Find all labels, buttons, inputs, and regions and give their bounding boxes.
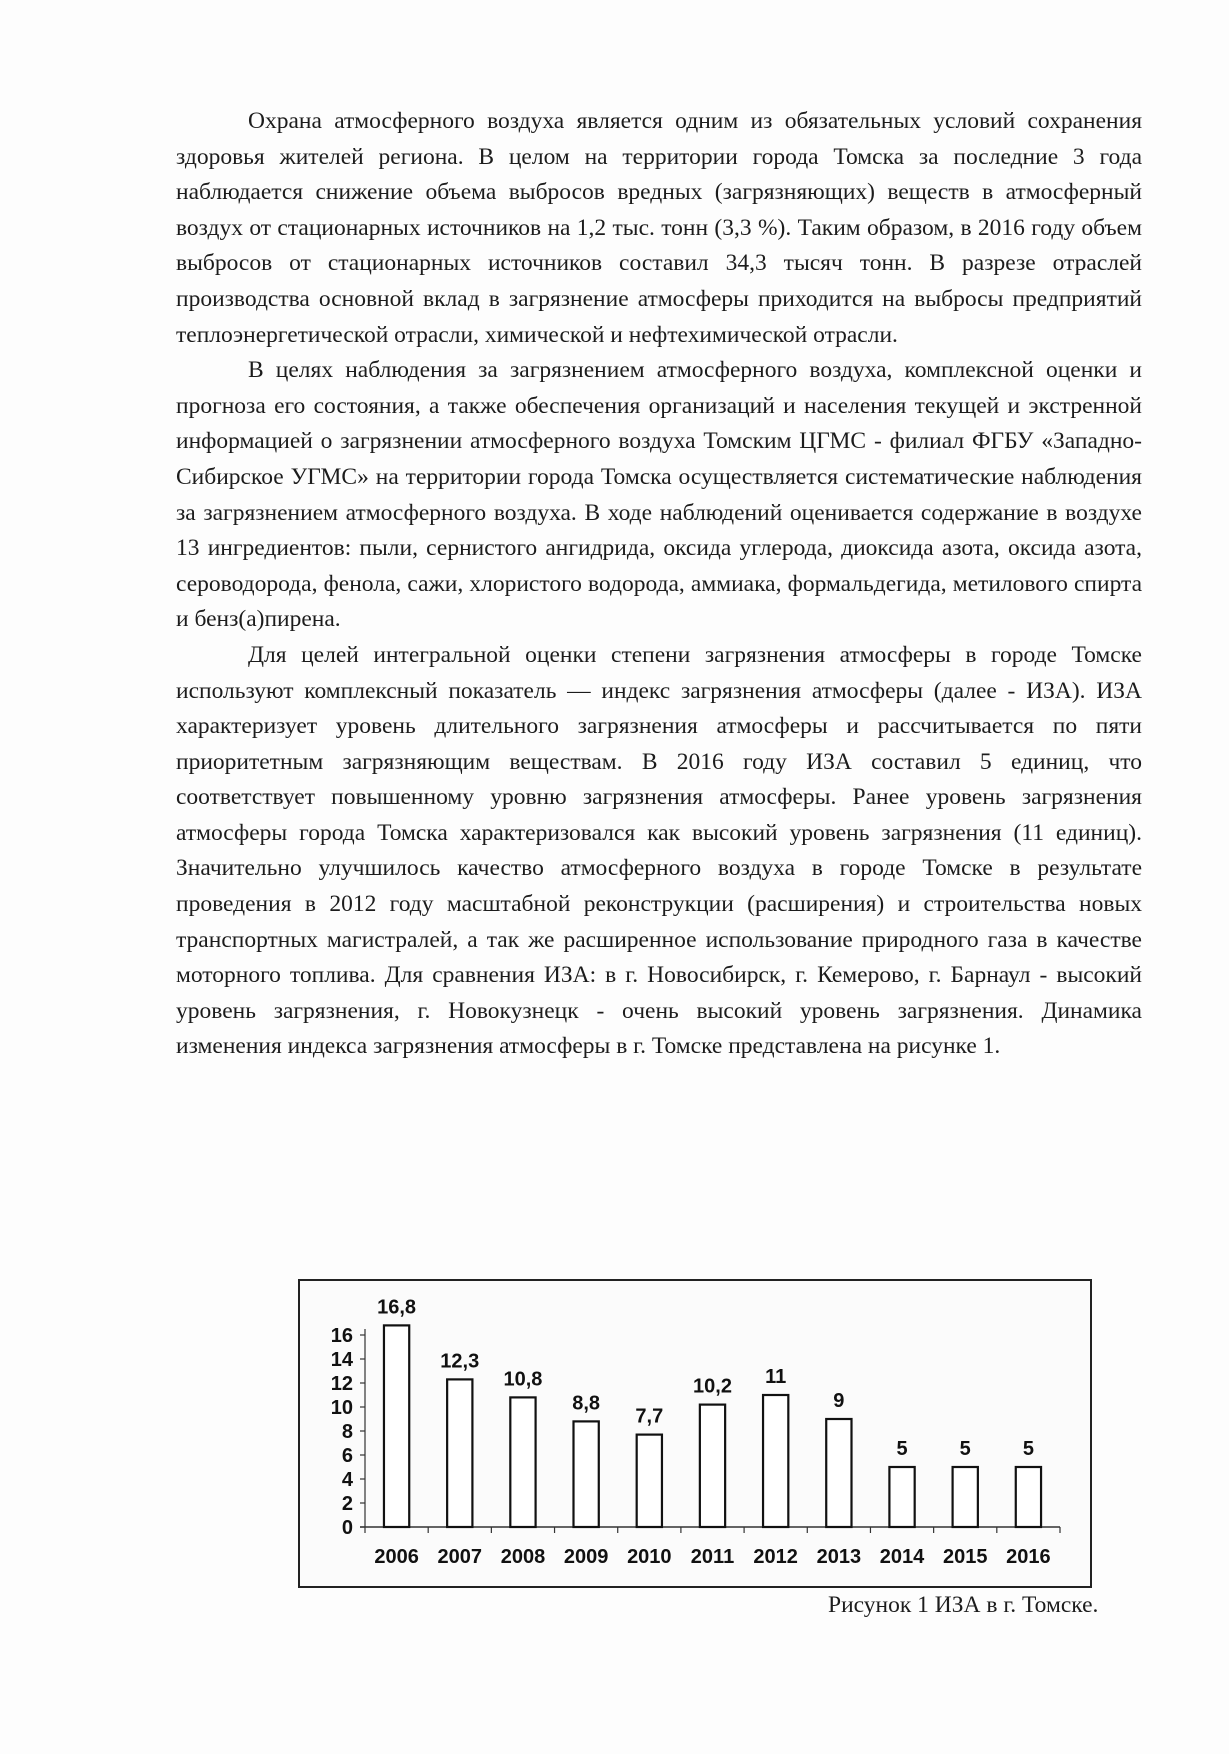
- bar-2016: [1016, 1467, 1041, 1527]
- category-label-2015: 2015: [942, 1546, 988, 1568]
- category-label-2009: 2009: [563, 1546, 609, 1568]
- bar-2006: [384, 1325, 409, 1527]
- category-label-2011: 2011: [690, 1546, 735, 1568]
- category-label-2013: 2013: [816, 1546, 862, 1568]
- y-tick-label: 10: [330, 1397, 353, 1419]
- value-label-2014: 5: [896, 1438, 908, 1460]
- value-label-2016: 5: [1022, 1438, 1034, 1460]
- category-label-2014: 2014: [879, 1546, 925, 1568]
- chart-canvas: [300, 1281, 1090, 1586]
- figure-caption: Рисунок 1 ИЗА в г. Томске.: [828, 1592, 1099, 1618]
- category-label-2008: 2008: [500, 1546, 546, 1568]
- iza-bar-chart: [298, 1279, 1092, 1588]
- value-label-2008: 10,8: [503, 1368, 543, 1391]
- value-label-2010: 7,7: [635, 1405, 664, 1428]
- bar-2012: [763, 1395, 788, 1527]
- paragraph-air-protection: Охрана атмосферного воздуха является одним из обязательных условий сохранения здоровья жителей региона. В целом на территории города Томска за последние 3 года наблюдается снижение объема выбросов вредных (загрязняющих) веществ в атмосферный воздух от стационарных источников на 1,2 тыс. тонн (3,3 %). Таким образом, в 2016 году объем выбросов от стационарных источников составил 34,3 тысяч тонн. В разрезе отраслей производства основной вклад в загрязнение атмосферы приходится на выбросы предприятий теплоэнергетической отрасли, химической и нефтехимической отрасли.: [176, 108, 1142, 348]
- value-label-2009: 8,8: [572, 1392, 601, 1415]
- bar-2011: [700, 1405, 725, 1527]
- y-tick-label: 12: [330, 1373, 353, 1395]
- category-label-2010: 2010: [627, 1546, 672, 1568]
- y-tick-label: 2: [341, 1493, 353, 1515]
- y-tick-label: 0: [341, 1517, 353, 1539]
- bar-2008: [510, 1397, 535, 1527]
- category-label-2016: 2016: [1006, 1546, 1051, 1568]
- body-text: [176, 104, 1142, 1065]
- paragraph-monitoring: В целях наблюдения за загрязнением атмосферного воздуха, комплексной оценки и прогноза его состояния, а также обеспечения организаций и населения текущей и экстренной информацией о загрязнении атмосферного воздуха Томским ЦГМС - филиал ФГБУ «Западно-Сибирское УГМС» на территории города Томска осуществляется систематические наблюдения за загрязнением атмосферного воздуха. В ходе наблюдений оценивается содержание в воздухе 13 ингредиентов: пыли, сернистого ангидрида, оксида углерода, диоксида азота, оксида азота, сероводорода, фенола, сажи, хлористого водорода, аммиака, формальдегида, метилового спирта и бенз(а)пирена.: [176, 357, 1142, 633]
- paragraph-iza: Для целей интегральной оценки степени загрязнения атмосферы в городе Томске используют комплексный показатель — индекс загрязнения атмосферы (далее - ИЗА). ИЗА характеризует уровень длительного загрязнения атмосферы и рассчитывается по пяти приоритетным загрязняющим веществам. В 2016 году ИЗА составил 5 единиц, что соответствует повышенному уровню загрязнения атмосферы. Ранее уровень загрязнения атмосферы города Томска характеризовался как высокий уровень загрязнения (11 единиц). Значительно улучшилось качество атмосферного воздуха в городе Томске в результате проведения в 2012 году масштабной реконструкции (расширения) и строительства новых транспортных магистралей, а так же расширенное использование природного газа в качестве моторного топлива. Для сравнения ИЗА: в г. Новосибирск, г. Кемерово, г. Барнаул - высокий уровень загрязнения, г. Новокузнецк - очень высокий уровень загрязнения. Динамика изменения индекса загрязнения атмосферы в г. Томске представлена на рисунке 1.: [176, 641, 1142, 1060]
- category-label-2012: 2012: [753, 1546, 798, 1568]
- category-label-2007: 2007: [437, 1546, 483, 1568]
- bar-2009: [574, 1421, 599, 1527]
- y-tick-label: 6: [341, 1445, 353, 1467]
- bar-2014: [889, 1467, 914, 1527]
- bar-2015: [953, 1467, 978, 1527]
- value-label-2011: 10,2: [693, 1375, 732, 1398]
- bar-2013: [826, 1419, 851, 1527]
- y-tick-label: 4: [341, 1469, 353, 1491]
- value-label-2013: 9: [833, 1390, 845, 1412]
- y-tick-label: 8: [341, 1421, 353, 1443]
- value-label-2012: 11: [765, 1366, 787, 1388]
- category-label-2006: 2006: [374, 1546, 419, 1568]
- value-label-2015: 5: [959, 1438, 971, 1460]
- bar-2010: [637, 1435, 662, 1527]
- value-label-2006: 16,8: [377, 1296, 417, 1319]
- y-tick-label: 16: [330, 1325, 353, 1347]
- y-tick-label: 14: [330, 1349, 353, 1371]
- value-label-2007: 12,3: [440, 1350, 480, 1373]
- bar-2007: [447, 1379, 472, 1527]
